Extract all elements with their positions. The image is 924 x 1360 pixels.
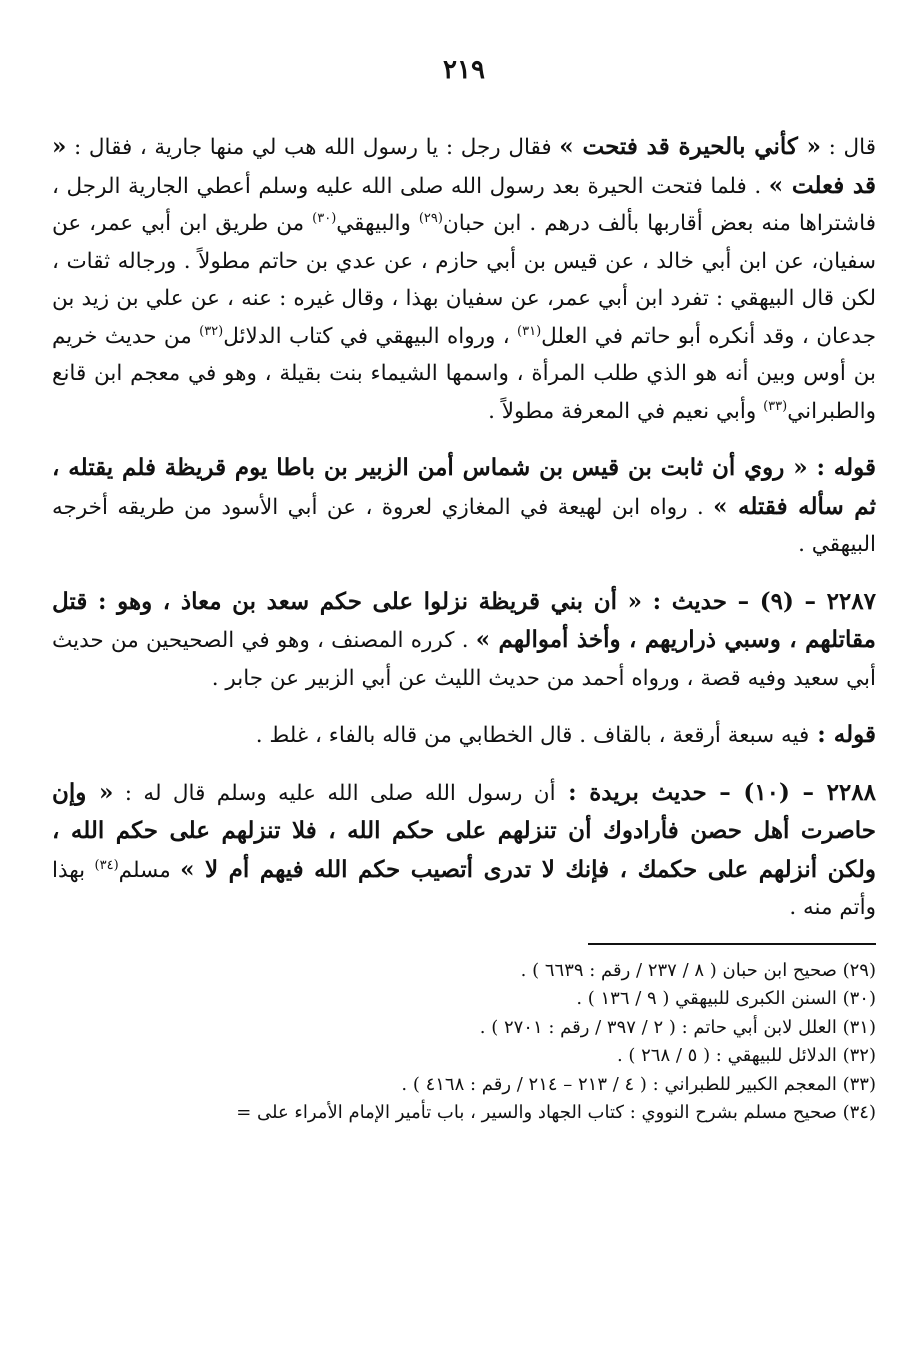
body-text: من طريق ابن أبي عمر، عن سفيان، عن ابن أبي خالد ، عن قيس بن أبي حازم ، عن عدي بن حاتم مطولاً . ورجاله ثقات ، لكن قال البيهقي : تفرد ابن أبي عمر، عن سفيان بهذا ، وقال غيره : عنه ، عن علي بن زيد بن جدعان ، وقد أنكره أبو حاتم في العلل: [52, 211, 876, 349]
body-text: والبيهقي: [336, 211, 419, 236]
body-text: فيه سبعة أرقعة ، بالقاف . قال الخطابي من قاله بالفاء ، غلط .: [255, 723, 810, 748]
bold-text: « كأني بالحيرة قد فتحت »: [559, 133, 822, 160]
bold-text: « روي أن ثابت بن قيس بن شماس أمن الزبير بن باطا يوم قريظة فلم يقتله ، ثم سأله فقتله »: [52, 454, 876, 520]
bold-text: قوله :: [807, 454, 876, 481]
body-text: ، ورواه البيهقي في كتاب الدلائل: [223, 323, 518, 349]
bold-text: ٢٢٨٧ – (٩) – حديث :: [641, 587, 876, 615]
body-text: . كرره المصنف ، وهو في الصحيحين من حديث أبي سعيد وفيه قصة ، ورواه أحمد من حديث الليث عن أبي الزبير عن جابر .: [52, 628, 876, 691]
footnotes: [52, 957, 876, 1128]
footnote-31: (٣١) العلل لابن أبي حاتم : ( ٢ / ٣٩٧ / رقم : ٢٧٠١ ) .: [479, 1016, 876, 1038]
document-page: [52, 50, 876, 1340]
footnote-ref: (٣٢): [199, 323, 224, 339]
footnote-29: (٢٩) صحيح ابن حبان ( ٨ / ٢٣٧ / رقم : ٦٦٣٩ ) .: [520, 959, 876, 981]
paragraph-hira: [52, 128, 876, 430]
footnote-34: (٣٤) صحيح مسلم بشرح النووي : كتاب الجهاد والسير ، باب تأمير الإمام الأمراء على =: [236, 1102, 876, 1123]
bold-text: « وإن حاصرت أهل حصن فأرادوك أن تنزلهم على حكم الله ، فلا تنزلهم على حكم الله ، ولكن أنزلهم على حكمك ، فإنك لا تدرى أتصيب حكم الله فيهم أم لا »: [52, 778, 876, 883]
page-number: ٢١٩: [443, 55, 485, 85]
footnote-ref: (٣١): [517, 323, 542, 339]
footnote-30: (٣٠) السنن الكبرى للبيهقي ( ٩ / ١٣٦ ) .: [576, 988, 876, 1009]
paragraph-arqia: [52, 716, 876, 755]
body-text: أن رسول الله صلى الله عليه وسلم قال له :: [113, 780, 556, 806]
footnote-divider: [588, 943, 876, 945]
main-text: [52, 128, 876, 927]
footnote-ref: (٣٠): [312, 210, 337, 226]
footnote-ref: (٢٩): [418, 210, 443, 226]
body-text: . رواه ابن لهيعة في المغازي لعروة ، عن أبي الأسود من طريقه أخرجه البيهقي .: [52, 494, 876, 557]
paragraph-hadith-2287: [52, 583, 876, 698]
body-text: مسلم: [118, 857, 181, 883]
body-text: من حديث خريم بن أوس وبين أنه هو الذي طلب المرأة ، واسمها الشيماء بنت بقيلة ، وهو في معجم ابن قانع والطبراني: [52, 323, 876, 424]
body-text: فقال رجل : يا رسول الله هب لي منها جارية ، فقال :: [66, 135, 560, 160]
footnote-ref: (٣٣): [763, 398, 788, 414]
body-text: بهذا وأتم منه .: [52, 857, 876, 920]
paragraph-hadith-2288: [52, 774, 876, 927]
bold-text: « أن بني قريظة نزلوا على حكم سعد بن معاذ ، وهو : قتل مقاتلهم ، وسبي ذراريهم ، وأخذ أموالهم »: [52, 587, 876, 653]
bold-text: ٢٢٨٨ – (١٠) – حديث بريدة :: [555, 778, 876, 806]
footnote-ref: (٣٤): [94, 857, 119, 873]
footnote-33: (٣٣) المعجم الكبير للطبراني : ( ٤ / ٢١٣ – ٢١٤ / رقم : ٤١٦٨ ) .: [401, 1073, 876, 1095]
body-text: قال :: [821, 135, 876, 160]
body-text: وأبي نعيم في المعرفة مطولاً .: [488, 398, 764, 424]
footnote-32: (٣٢) الدلائل للبيهقي : ( ٥ / ٢٦٨ ) .: [616, 1045, 876, 1066]
body-text: . فلما فتحت الحيرة بعد رسول الله صلى الله عليه وسلم أعطي الجارية الرجل ، فاشتراها منه بعض أقاربها بألف درهم . ابن حبان: [52, 173, 876, 236]
bold-text: قوله :: [809, 721, 876, 748]
paragraph-thabit: [52, 449, 876, 564]
bold-text: « قد فعلت »: [52, 133, 876, 199]
